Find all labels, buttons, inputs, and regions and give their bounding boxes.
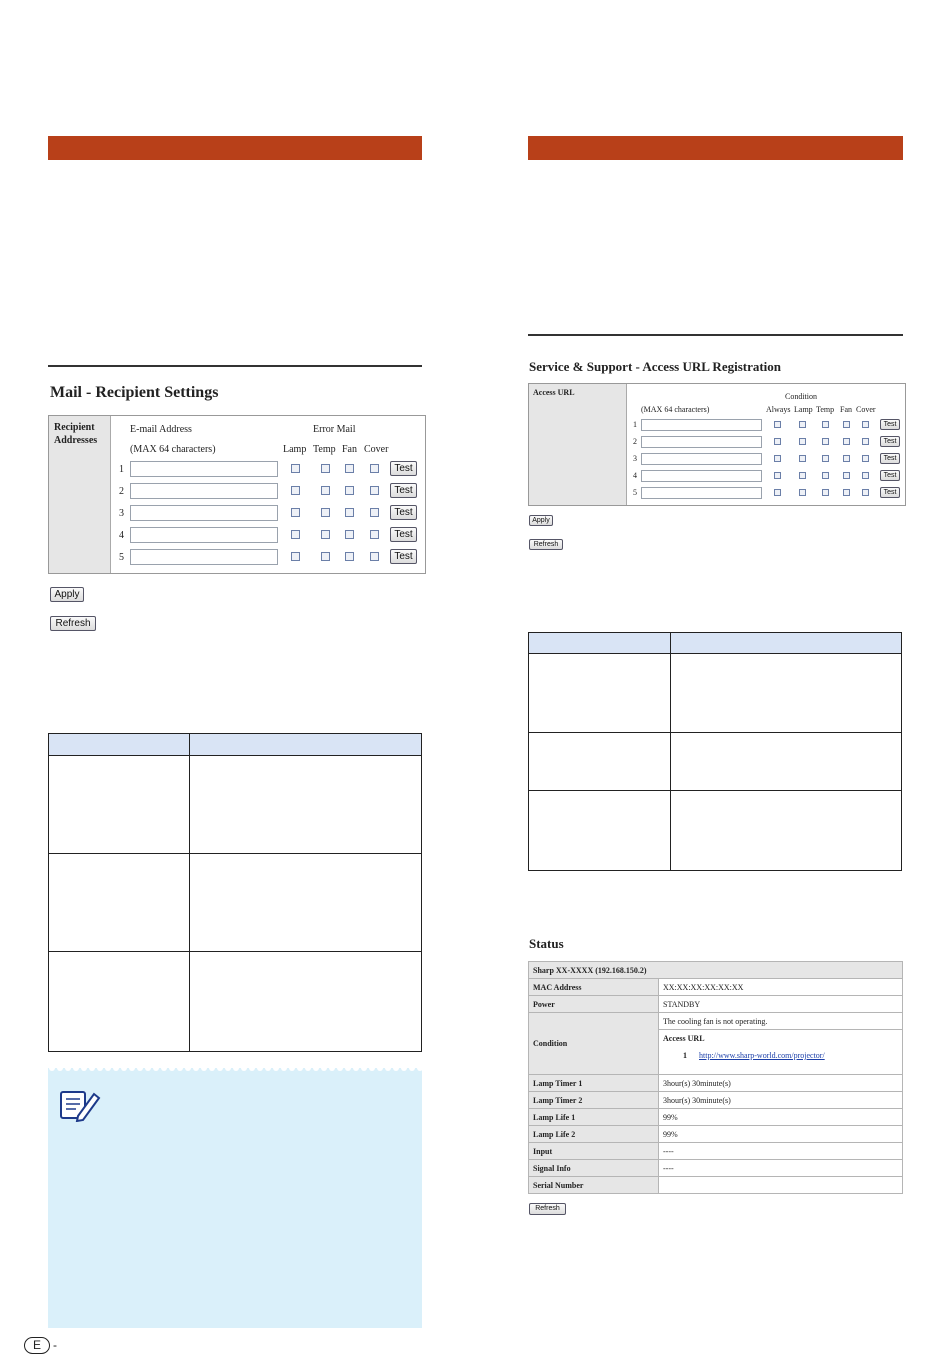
status-row (529, 1126, 903, 1143)
test-button[interactable]: Test (880, 453, 900, 464)
url-input[interactable] (641, 436, 762, 448)
test-button[interactable]: Test (390, 527, 417, 542)
serial-number-value (659, 1177, 903, 1194)
row-number: 1 (633, 420, 637, 429)
serial-number-label: Serial Number (529, 1177, 659, 1194)
table-cell (49, 952, 190, 1052)
table-row (49, 854, 422, 952)
row-number: 2 (633, 437, 637, 446)
status-row (529, 1013, 903, 1030)
status-row (529, 1092, 903, 1109)
input-value: ---- (659, 1143, 903, 1160)
input-label: Input (529, 1143, 659, 1160)
temp-checkbox[interactable] (321, 464, 330, 473)
temp-checkbox[interactable] (822, 438, 829, 445)
test-button[interactable]: Test (880, 487, 900, 498)
cover-checkbox[interactable] (370, 552, 379, 561)
status-row (529, 1143, 903, 1160)
max-chars-note: (MAX 64 characters) (641, 405, 710, 414)
email-input[interactable] (130, 527, 278, 543)
row-number: 3 (633, 454, 637, 463)
fan-checkbox[interactable] (843, 438, 850, 445)
access-url-side-panel (529, 384, 627, 505)
section-rule-left (48, 365, 422, 367)
column-cover: Cover (364, 444, 389, 455)
cover-checkbox[interactable] (370, 486, 379, 495)
status-row (529, 1075, 903, 1092)
max-chars-note: (MAX 64 characters) (130, 444, 216, 455)
test-button[interactable]: Test (390, 505, 417, 520)
section-rule-right (528, 334, 903, 336)
lamp-life-2-value: 99% (659, 1126, 903, 1143)
email-input[interactable] (130, 549, 278, 565)
access-url-link[interactable]: http://www.sharp-world.com/projector/ (699, 1051, 825, 1060)
test-button[interactable]: Test (390, 461, 417, 476)
cover-checkbox[interactable] (862, 472, 869, 479)
table-row (49, 952, 422, 1052)
reference-table-right (528, 632, 902, 871)
refresh-button[interactable]: Refresh (529, 539, 563, 550)
temp-checkbox[interactable] (321, 486, 330, 495)
always-checkbox[interactable] (774, 421, 781, 428)
status-device-row (529, 962, 903, 979)
cover-checkbox[interactable] (862, 455, 869, 462)
table-cell (529, 654, 671, 733)
signal-info-label: Signal Info (529, 1160, 659, 1177)
row-number: 5 (633, 488, 637, 497)
temp-checkbox[interactable] (822, 472, 829, 479)
cover-checkbox[interactable] (862, 421, 869, 428)
column-always: Always (766, 405, 791, 414)
temp-checkbox[interactable] (321, 530, 330, 539)
lamp-checkbox[interactable] (291, 464, 300, 473)
column-fan: Fan (342, 444, 357, 455)
row-number: 3 (119, 508, 124, 519)
language-badge: E (24, 1337, 50, 1354)
reference-table-left (48, 733, 422, 1052)
fan-checkbox[interactable] (843, 455, 850, 462)
device-name: Sharp XX-XXXX (192.168.150.2) (529, 962, 903, 979)
always-checkbox[interactable] (774, 489, 781, 496)
table-cell (190, 854, 422, 952)
url-input[interactable] (641, 419, 762, 431)
fan-checkbox[interactable] (345, 530, 354, 539)
always-checkbox[interactable] (774, 438, 781, 445)
column-temp: Temp (816, 405, 835, 414)
test-button[interactable]: Test (880, 436, 900, 447)
email-input[interactable] (130, 505, 278, 521)
condition-label: Condition (529, 1013, 659, 1075)
table-header-cell (671, 633, 902, 654)
note-box (48, 1068, 422, 1328)
lamp-checkbox[interactable] (291, 508, 300, 517)
lamp-checkbox[interactable] (799, 421, 806, 428)
column-fan: Fan (840, 405, 852, 414)
cover-checkbox[interactable] (370, 508, 379, 517)
mail-settings-title: Mail - Recipient Settings (50, 384, 219, 401)
status-row (529, 1109, 903, 1126)
fan-checkbox[interactable] (345, 552, 354, 561)
table-header-cell (190, 734, 422, 756)
fan-checkbox[interactable] (843, 472, 850, 479)
column-temp: Temp (313, 444, 336, 455)
temp-checkbox[interactable] (321, 508, 330, 517)
row-number: 5 (119, 552, 124, 563)
access-url-index: 1 (683, 1051, 687, 1060)
lamp-checkbox[interactable] (799, 472, 806, 479)
cover-checkbox[interactable] (370, 530, 379, 539)
section-header-bar-right (528, 136, 903, 160)
status-row (529, 1160, 903, 1177)
temp-checkbox[interactable] (822, 421, 829, 428)
apply-button[interactable]: Apply (529, 515, 553, 526)
always-checkbox[interactable] (774, 455, 781, 462)
column-cover: Cover (856, 405, 876, 414)
access-url-entry (663, 1051, 898, 1060)
lamp-life-1-label: Lamp Life 1 (529, 1109, 659, 1126)
table-cell (190, 756, 422, 854)
fan-checkbox[interactable] (843, 421, 850, 428)
mac-address-value: XX:XX:XX:XX:XX:XX (659, 979, 903, 996)
error-mail-header: Error Mail (313, 424, 356, 435)
row-number: 1 (119, 464, 124, 475)
cover-checkbox[interactable] (370, 464, 379, 473)
table-row (529, 654, 902, 733)
service-support-title: Service & Support - Access URL Registration (529, 359, 782, 374)
url-input[interactable] (641, 487, 762, 499)
status-row (529, 1177, 903, 1194)
lamp-checkbox[interactable] (799, 489, 806, 496)
table-header-cell (49, 734, 190, 756)
pencil-note-icon (58, 1086, 102, 1122)
row-number: 2 (119, 486, 124, 497)
email-input[interactable] (130, 461, 278, 477)
table-cell (529, 791, 671, 871)
table-cell (529, 733, 671, 791)
table-cell (671, 733, 902, 791)
recipient-addresses-label: Recipient Addresses (54, 422, 98, 446)
signal-info-value: ---- (659, 1160, 903, 1177)
test-button[interactable]: Test (390, 549, 417, 564)
status-title: Status (529, 936, 564, 951)
mail-recipient-panel (48, 415, 426, 574)
test-button[interactable]: Test (880, 470, 900, 481)
temp-checkbox[interactable] (822, 455, 829, 462)
lamp-checkbox[interactable] (291, 486, 300, 495)
lamp-timer-2-value: 3hour(s) 30minute(s) (659, 1092, 903, 1109)
temp-checkbox[interactable] (822, 489, 829, 496)
lamp-checkbox[interactable] (291, 552, 300, 561)
lamp-timer-1-value: 3hour(s) 30minute(s) (659, 1075, 903, 1092)
temp-checkbox[interactable] (321, 552, 330, 561)
column-lamp: Lamp (794, 405, 813, 414)
table-row (49, 756, 422, 854)
fan-checkbox[interactable] (345, 464, 354, 473)
fan-checkbox[interactable] (345, 486, 354, 495)
refresh-button[interactable]: Refresh (50, 616, 96, 631)
test-button[interactable]: Test (880, 419, 900, 430)
mac-address-label: MAC Address (529, 979, 659, 996)
power-label: Power (529, 996, 659, 1013)
access-url-heading: Access URL (663, 1034, 705, 1043)
row-number: 4 (119, 530, 124, 541)
access-url-cell (659, 1030, 903, 1075)
table-cell (49, 854, 190, 952)
lamp-timer-2-label: Lamp Timer 2 (529, 1092, 659, 1109)
lamp-life-2-label: Lamp Life 2 (529, 1126, 659, 1143)
apply-button[interactable]: Apply (50, 587, 84, 602)
status-refresh-button[interactable]: Refresh (529, 1203, 566, 1215)
page-number-suffix: - (53, 1338, 57, 1352)
condition-value: The cooling fan is not operating. (659, 1013, 903, 1030)
email-address-header: E-mail Address (130, 424, 192, 435)
lamp-life-1-value: 99% (659, 1109, 903, 1126)
fan-checkbox[interactable] (843, 489, 850, 496)
table-cell (49, 756, 190, 854)
status-table (528, 961, 903, 1194)
table-cell (671, 654, 902, 733)
always-checkbox[interactable] (774, 472, 781, 479)
recipient-side-panel (49, 416, 111, 573)
table-cell (190, 952, 422, 1052)
table-header-row (529, 633, 902, 654)
table-row (529, 791, 902, 871)
column-lamp: Lamp (283, 444, 307, 455)
lamp-timer-1-label: Lamp Timer 1 (529, 1075, 659, 1092)
lamp-checkbox[interactable] (799, 455, 806, 462)
status-row (529, 996, 903, 1013)
lamp-checkbox[interactable] (291, 530, 300, 539)
condition-header: Condition (785, 392, 818, 401)
url-input[interactable] (641, 470, 762, 482)
access-url-panel (528, 383, 906, 506)
cover-checkbox[interactable] (862, 489, 869, 496)
status-row (529, 979, 903, 996)
url-input[interactable] (641, 453, 762, 465)
row-number: 4 (633, 471, 637, 480)
note-scalloped-edge (48, 1068, 422, 1076)
email-input[interactable] (130, 483, 278, 499)
table-row (529, 733, 902, 791)
table-header-cell (529, 633, 671, 654)
table-cell (671, 791, 902, 871)
access-url-label: Access URL (533, 388, 575, 397)
cover-checkbox[interactable] (862, 438, 869, 445)
section-header-bar-left (48, 136, 422, 160)
lamp-checkbox[interactable] (799, 438, 806, 445)
test-button[interactable]: Test (390, 483, 417, 498)
fan-checkbox[interactable] (345, 508, 354, 517)
power-value: STANDBY (659, 996, 903, 1013)
table-header-row (49, 734, 422, 756)
